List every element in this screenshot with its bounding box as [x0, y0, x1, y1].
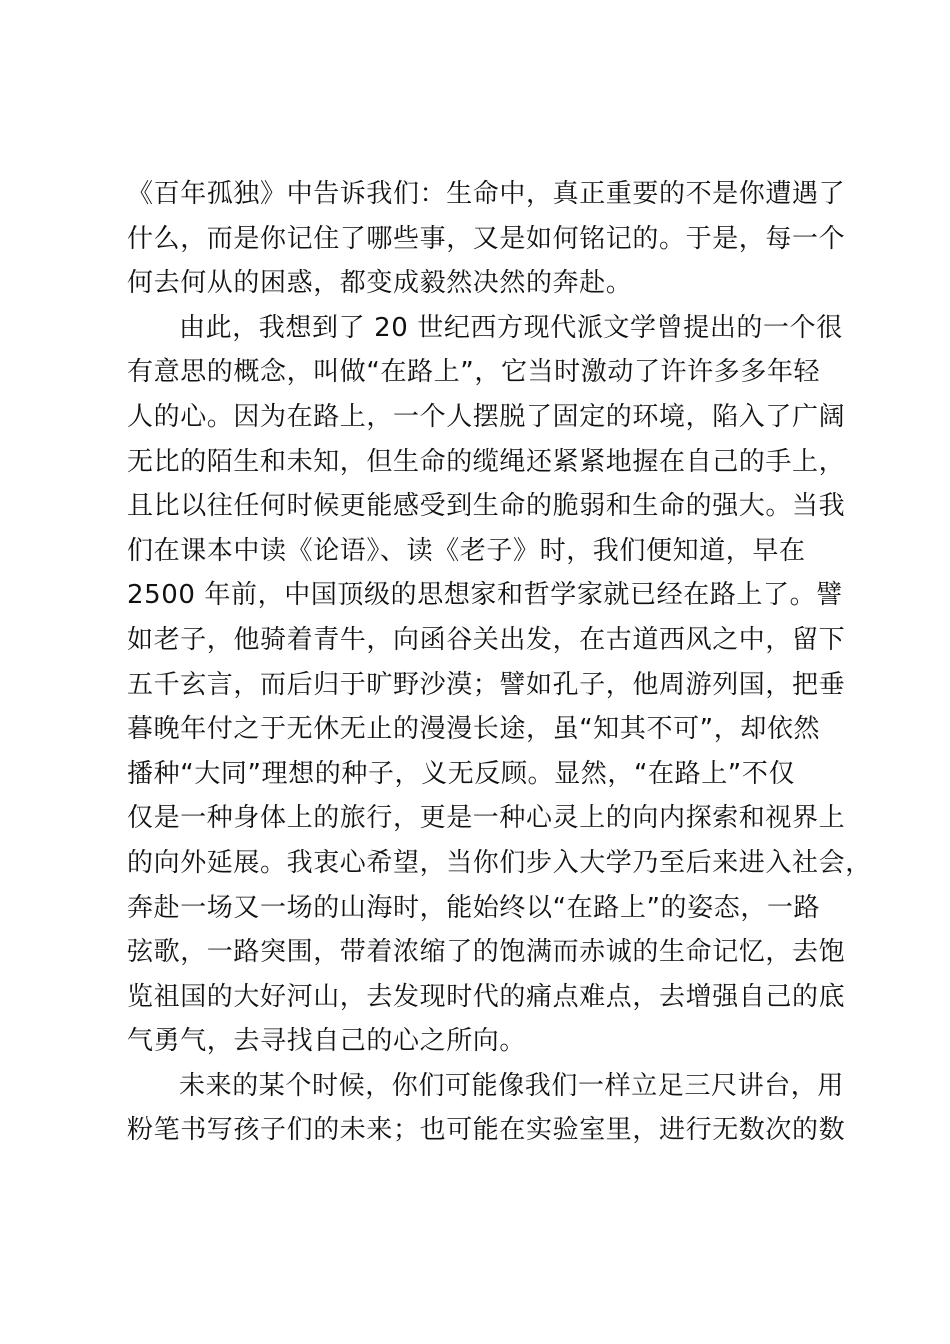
text-line: 有意思的概念，叫做“在路上”，它当时激动了许许多多年轻: [127, 357, 821, 388]
paragraph-1: [127, 172, 847, 306]
text-line: 播种“大同”理想的种子，义无反顾。显然，“在路上”不仅: [127, 758, 796, 789]
text-line: 弦歌，一路突围，带着浓缩了的饱满而赤诚的生命记忆，去饱: [127, 937, 846, 968]
text-line: 粉笔书写孩子们的未来；也可能在实验室里，进行无数次的数: [127, 1115, 846, 1146]
text-line: 气勇气，去寻找自己的心之所向。: [127, 1026, 527, 1057]
paragraph-3: [127, 1064, 847, 1153]
text-line: 无比的陌生和未知，但生命的缆绳还紧紧地握在自己的手上，: [127, 446, 846, 477]
paragraph-2: [127, 306, 872, 1064]
text-line: 2500 年前，中国顶级的思想家和哲学家就已经在路上了。譬: [127, 580, 843, 611]
text-line: 览祖国的大好河山，去发现时代的痛点难点，去增强自己的底: [127, 981, 846, 1012]
text-line: 未来的某个时候，你们可能像我们一样立足三尺讲台，用: [179, 1070, 845, 1101]
text-line: 们在课本中读《论语》、读《老子》时，我们便知道，早在: [127, 535, 806, 566]
text-line: 如老子，他骑着青牛，向函谷关出发，在古道西风之中，留下: [127, 624, 846, 655]
text-line: 暮晚年付之于无休无止的漫漫长途，虽“知其不可”，却依然: [127, 714, 821, 745]
text-line: 由此，我想到了 20 世纪西方现代派文学曾提出的一个很: [179, 312, 843, 343]
text-line: 什么，而是你记住了哪些事，又是如何铭记的。于是，每一个: [127, 223, 846, 254]
text-line: 奔赴一场又一场的山海时，能始终以“在路上”的姿态，一路: [127, 892, 821, 923]
text-line: 的向外延展。我衷心希望，当你们步入大学乃至后来进入社会，: [127, 847, 872, 878]
text-line: 仅是一种身体上的旅行，更是一种心灵上的向内探索和视界上: [127, 803, 846, 834]
text-line: 且比以往任何时候更能感受到生命的脆弱和生命的强大。当我: [127, 491, 846, 522]
text-line: 人的心。因为在路上，一个人摆脱了固定的环境，陷入了广阔: [127, 401, 846, 432]
document-body: [127, 172, 872, 1153]
text-line: 五千玄言，而后归于旷野沙漠；譬如孔子，他周游列国，把垂: [127, 669, 846, 700]
text-line: 何去何从的困惑，都变成毅然决然的奔赴。: [127, 268, 633, 299]
text-line: 《百年孤独》中告诉我们：生命中，真正重要的不是你遭遇了: [127, 179, 846, 209]
